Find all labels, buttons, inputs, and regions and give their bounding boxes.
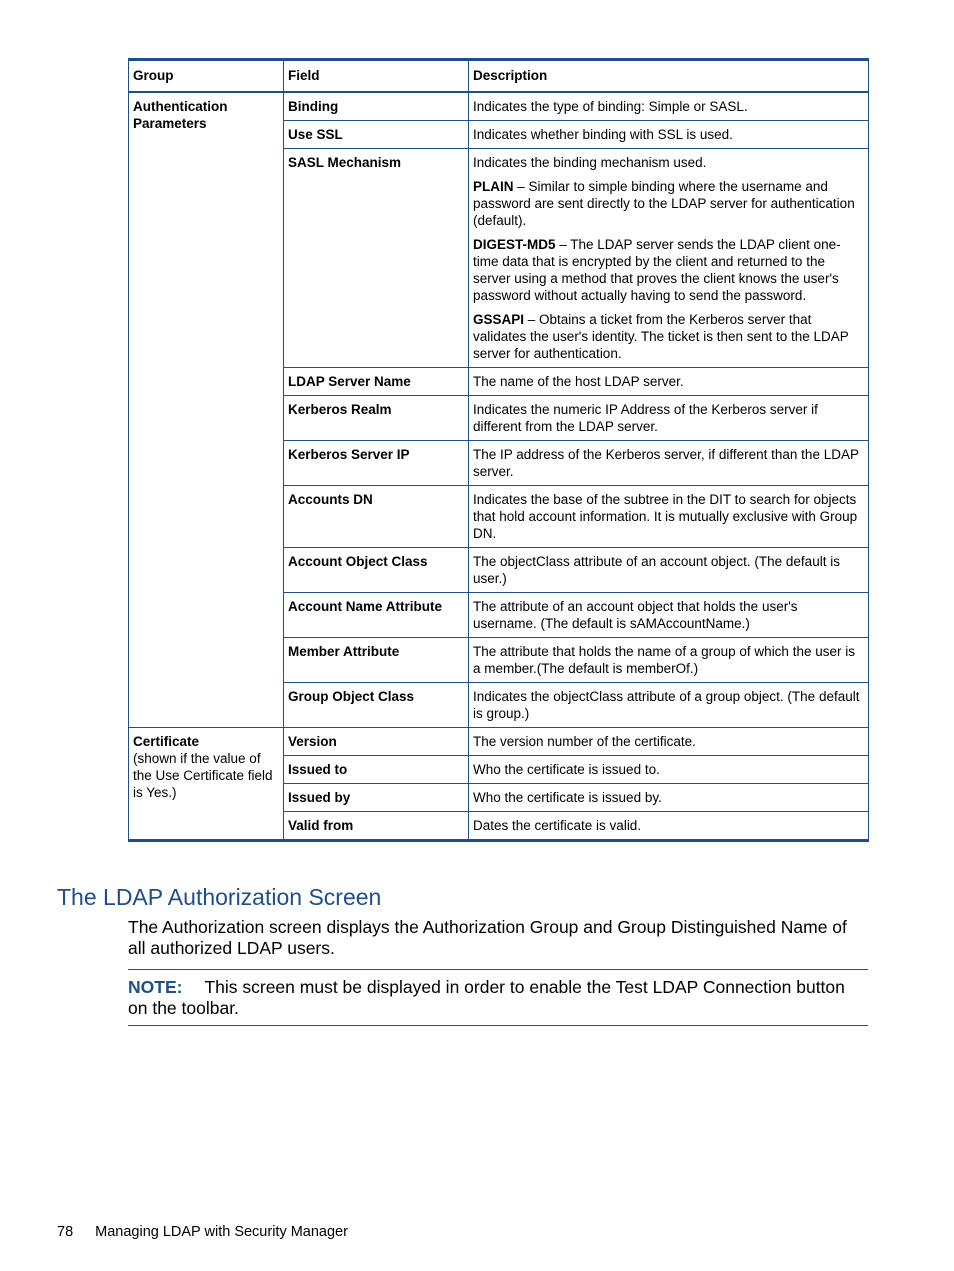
page-footer <box>57 1222 348 1242</box>
description-text: The IP address of the Kerberos server, if different than the LDAP server. <box>473 447 859 479</box>
description-paragraph <box>473 311 863 362</box>
description-text: The name of the host LDAP server. <box>473 374 684 389</box>
field-cell: Use SSL <box>284 121 469 149</box>
chapter-title: Managing LDAP with Security Manager <box>95 1224 348 1240</box>
description-term: DIGEST-MD5 <box>473 237 556 252</box>
field-cell: Kerberos Realm <box>284 396 469 441</box>
description-text: – Obtains a ticket from the Kerberos server that validates the user's identity. The ticket is then sent to the LDAP server for authentication. <box>473 312 849 361</box>
field-cell: Group Object Class <box>284 683 469 728</box>
header-group: Group <box>129 60 284 93</box>
note-label: NOTE: <box>128 977 183 997</box>
description-text: The version number of the certificate. <box>473 734 696 749</box>
description-text: Indicates the base of the subtree in the DIT to search for objects that hold account information. It is mutually exclusive with Group DN. <box>473 492 858 541</box>
description-cell <box>469 728 869 756</box>
section-heading: The LDAP Authorization Screen <box>57 884 382 910</box>
field-cell: Member Attribute <box>284 638 469 683</box>
description-text: The attribute that holds the name of a group of which the user is a member.(The default is memberOf.) <box>473 644 855 676</box>
description-paragraph <box>473 789 863 806</box>
description-text: The objectClass attribute of an account object. (The default is user.) <box>473 554 840 586</box>
field-cell: Version <box>284 728 469 756</box>
header-field: Field <box>284 60 469 93</box>
group-note: (shown if the value of the Use Certificate field is Yes.) <box>133 751 273 800</box>
description-cell <box>469 784 869 812</box>
page-number: 78 <box>57 1224 74 1240</box>
description-cell <box>469 593 869 638</box>
note-box <box>128 969 868 1026</box>
description-cell <box>469 121 869 149</box>
table-row <box>129 92 869 121</box>
group-name: Authentication Parameters <box>133 99 228 131</box>
description-cell <box>469 756 869 784</box>
parameters-table <box>128 58 869 842</box>
field-cell: Kerberos Server IP <box>284 441 469 486</box>
description-paragraph <box>473 401 863 435</box>
description-paragraph <box>473 643 863 677</box>
description-text: Indicates the type of binding: Simple or SASL. <box>473 99 748 114</box>
description-paragraph <box>473 446 863 480</box>
table-body <box>129 92 869 841</box>
description-cell <box>469 149 869 368</box>
description-term: PLAIN <box>473 179 514 194</box>
description-text: Who the certificate is issued by. <box>473 790 662 805</box>
description-text: Indicates the numeric IP Address of the Kerberos server if different from the LDAP server. <box>473 402 818 434</box>
description-paragraph <box>473 154 863 171</box>
description-cell <box>469 486 869 548</box>
group-cell <box>129 728 284 841</box>
description-paragraph <box>473 98 863 115</box>
description-text: Indicates the binding mechanism used. <box>473 155 707 170</box>
group-cell <box>129 92 284 728</box>
description-cell <box>469 92 869 121</box>
description-text: – Similar to simple binding where the username and password are sent directly to the LDAP server for authentication (default). <box>473 179 855 228</box>
description-paragraph <box>473 761 863 778</box>
group-name: Certificate <box>133 734 200 749</box>
description-text: Who the certificate is issued to. <box>473 762 660 777</box>
note-text: This screen must be displayed in order to enable the Test LDAP Connection button on the toolbar. <box>128 977 845 1018</box>
description-text: The attribute of an account object that holds the user's username. (The default is sAMAccountName.) <box>473 599 798 631</box>
description-text: Indicates the objectClass attribute of a group object. (The default is group.) <box>473 689 860 721</box>
description-paragraph <box>473 733 863 750</box>
field-cell: LDAP Server Name <box>284 368 469 396</box>
field-cell: Accounts DN <box>284 486 469 548</box>
field-cell: Issued to <box>284 756 469 784</box>
description-paragraph <box>473 373 863 390</box>
description-cell <box>469 368 869 396</box>
description-paragraph <box>473 126 863 143</box>
description-paragraph <box>473 178 863 229</box>
description-text: Dates the certificate is valid. <box>473 818 642 833</box>
description-paragraph <box>473 236 863 304</box>
description-cell <box>469 396 869 441</box>
description-term: GSSAPI <box>473 312 525 327</box>
description-paragraph <box>473 817 863 834</box>
field-cell: Binding <box>284 92 469 121</box>
description-cell <box>469 441 869 486</box>
section-body-text: The Authorization screen displays the Authorization Group and Group Distinguished Name of all authorized LDAP users. <box>128 917 847 958</box>
field-cell: SASL Mechanism <box>284 149 469 368</box>
description-text: – The LDAP server sends the LDAP client one-time data that is encrypted by the client and returned to the server using a method that proves the client knows the user's password without actually having to send the password. <box>473 237 841 303</box>
header-description: Description <box>469 60 869 93</box>
description-text: Indicates whether binding with SSL is used. <box>473 127 733 142</box>
field-cell: Valid from <box>284 812 469 841</box>
field-cell: Issued by <box>284 784 469 812</box>
description-cell <box>469 548 869 593</box>
description-cell <box>469 638 869 683</box>
description-paragraph <box>473 688 863 722</box>
parameters-table-container <box>128 58 868 842</box>
description-paragraph <box>473 491 863 542</box>
description-paragraph <box>473 553 863 587</box>
field-cell: Account Object Class <box>284 548 469 593</box>
field-cell: Account Name Attribute <box>284 593 469 638</box>
table-row <box>129 728 869 756</box>
description-cell <box>469 683 869 728</box>
table-header-row <box>129 60 869 93</box>
description-cell <box>469 812 869 841</box>
description-paragraph <box>473 598 863 632</box>
